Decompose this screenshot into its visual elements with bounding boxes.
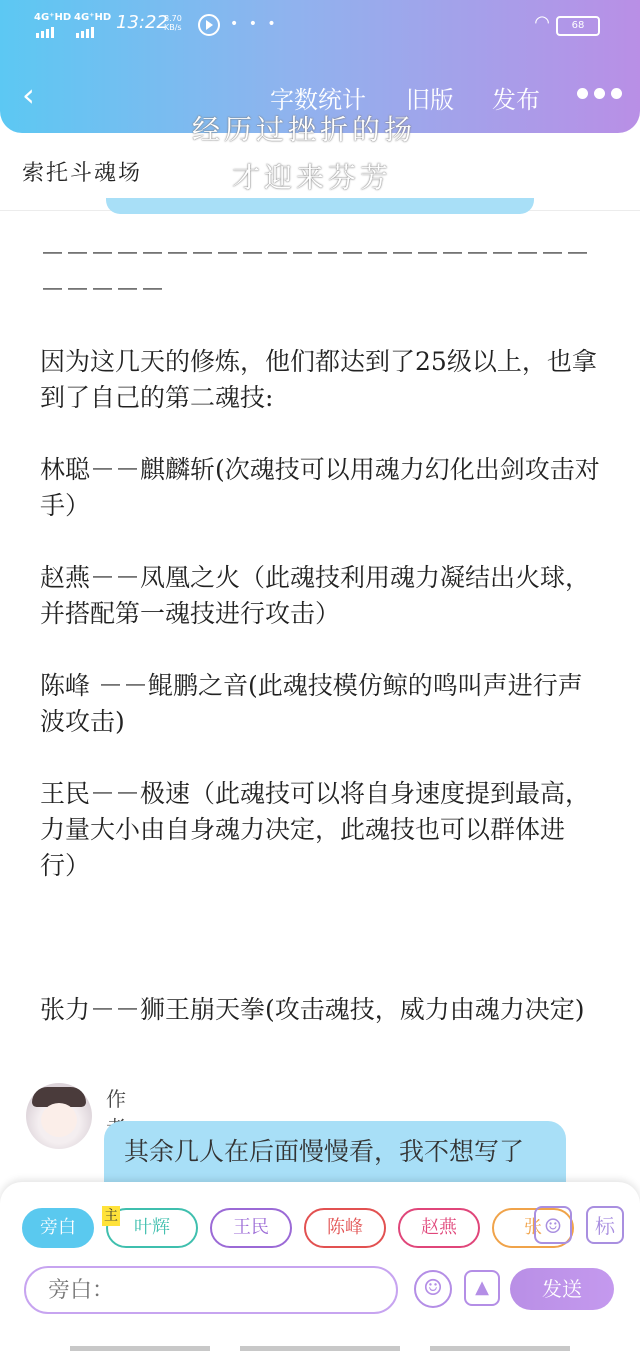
signal-label-1: 4G⁺HD — [34, 12, 72, 23]
paragraph-chen: 陈峰 －－鲲鹏之音(此魂技模仿鲸的鸣叫声进行声波攻击) — [40, 671, 583, 736]
character-chips — [22, 1208, 542, 1248]
message-input[interactable] — [24, 1266, 398, 1314]
battery-indicator: 68 — [556, 16, 600, 36]
chip-zhang[interactable]: 张 — [492, 1208, 574, 1248]
story-title: 索托斗魂场 — [22, 161, 143, 186]
status-more-dots: • • • — [230, 16, 279, 32]
publish-button[interactable]: 发布 — [492, 86, 540, 114]
status-bar — [34, 10, 600, 40]
signal-label-2: 4G⁺HD — [74, 12, 112, 23]
chip-chen-feng[interactable]: 陈峰 — [304, 1208, 386, 1248]
chip-zhao-yan[interactable]: 赵燕 — [398, 1208, 480, 1248]
wifi-icon: ◠ — [534, 12, 550, 33]
bottom-nav-hint — [0, 1346, 640, 1351]
composer-panel — [0, 1182, 640, 1351]
watermark-line-1: 经历过挫折的扬 — [192, 113, 417, 146]
more-options-icon[interactable] — [571, 84, 622, 103]
character-manage-icon[interactable]: ☺ — [534, 1206, 572, 1244]
signal-bars-2-icon — [76, 24, 96, 38]
tag-button[interactable]: 标 — [586, 1206, 624, 1244]
previous-bubble-edge — [106, 198, 534, 214]
chip-ye-hui[interactable]: 主 叶辉 — [106, 1208, 198, 1248]
word-count-button[interactable]: 字数统计 — [270, 86, 366, 114]
video-play-icon — [198, 14, 220, 36]
image-icon[interactable]: ▲ — [464, 1270, 500, 1306]
avatar[interactable] — [26, 1083, 92, 1149]
dash-separator: －－－－－－－－－－－－－－－－－－－－－－－－－－－ — [40, 239, 591, 304]
paragraph-lin: 林聪－－麒麟斩(次魂技可以用魂力幻化出剑攻击对手） — [40, 455, 600, 520]
send-button[interactable]: 发送 — [510, 1268, 614, 1310]
watermark-line-2: 才迎来芬芳 — [232, 161, 393, 194]
chip-narration[interactable]: 旁白 — [22, 1208, 94, 1248]
protagonist-badge: 主 — [104, 1208, 118, 1224]
paragraph-wang: 王民－－极速（此魂技可以将自身速度提到最高，力量大小由自身魂力决定，此魂技也可以群体进行） — [40, 779, 591, 880]
signal-bars-1-icon — [36, 24, 56, 38]
chevron-left-icon[interactable]: ‹ — [22, 76, 35, 114]
paragraph-zhao: 赵燕－－凤凰之火（此魂技利用魂力凝结出火球，并搭配第一魂技进行攻击） — [40, 563, 591, 628]
status-time: 13:22 — [116, 12, 168, 33]
story-content — [40, 236, 600, 1028]
author-bubble[interactable]: 其余几人在后面慢慢看，我不想写了 — [104, 1121, 566, 1221]
author-label: 作 — [106, 1087, 126, 1111]
paragraph-intro: 因为这几天的修炼，他们都达到了25级以上，也拿到了自己的第二魂技: — [40, 347, 597, 412]
emoji-icon[interactable]: ☺ — [414, 1270, 452, 1308]
network-speed: 8.70 KB/s — [164, 14, 182, 32]
paragraph-zhang: 张力－－狮王崩天拳(攻击魂技，威力由魂力决定) — [40, 995, 585, 1024]
chip-wang-min[interactable]: 王民 — [210, 1208, 292, 1248]
old-version-button[interactable]: 旧版 — [406, 86, 454, 114]
